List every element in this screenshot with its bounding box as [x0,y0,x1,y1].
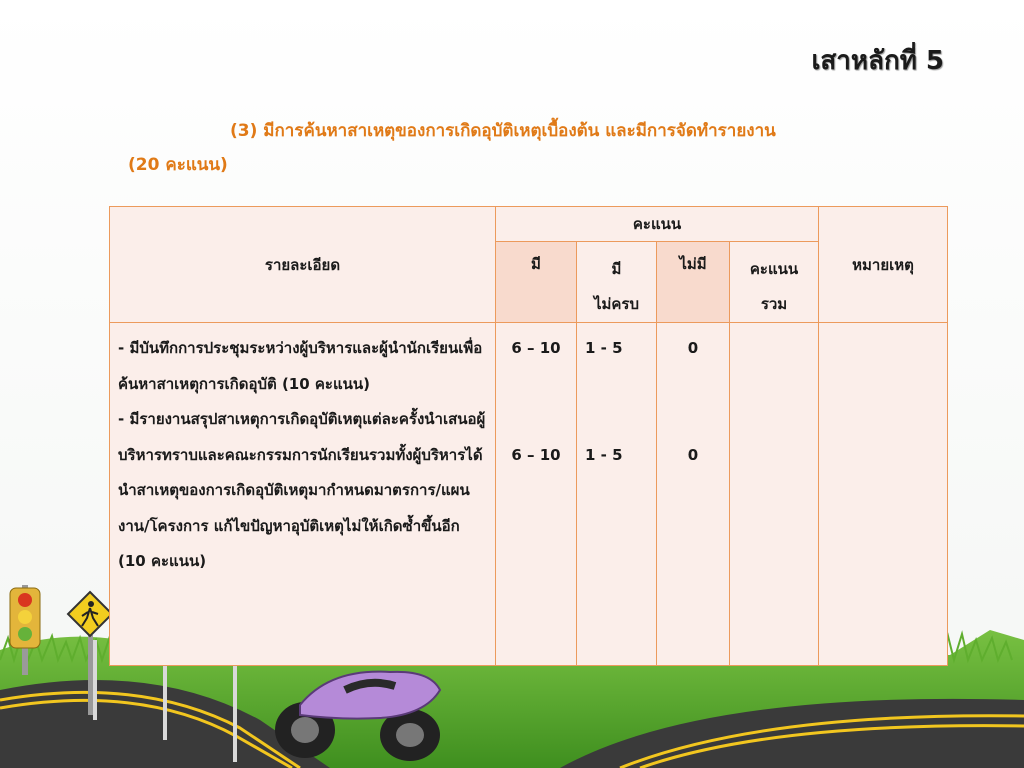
header-detail: รายละเอียด [110,207,496,323]
subtitle-line-1: (3) มีการค้นหาสาเหตุของการเกิดอุบัติเหตุเบื้องต้น และมีการจัดทำรายงาน [230,121,776,141]
header-has-incomplete-line1: มี [611,260,622,278]
detail-item-1: - มีบันทึกการประชุมระหว่างผู้บริหารและผู้นำนักเรียนเพื่อค้นหาสาเหตุการเกิดอุบัติ (10 คะแนน) [118,339,483,393]
has-score-1: 6 – 10 [511,339,561,357]
header-total-line2: รวม [760,295,788,313]
none-score-1: 0 [687,339,699,357]
header-remark: หมายเหตุ [819,207,948,323]
table-header-row [110,207,948,242]
detail-cell [110,323,496,666]
slide-subtitle [128,114,928,182]
criteria-table [109,206,948,666]
total-score-cell [730,323,819,666]
detail-item-2: - มีรายงานสรุปสาเหตุการเกิดอุบัติเหตุแต่ละครั้งนำเสนอผู้บริหารทราบและคณะกรรมการนักเรียนรวมทั้งผู้บริหารได้นำสาเหตุของการเกิดอุบัติเหตุมากำหนดมาตรการ/แผนงาน/โครงการ แก้ไขปัญหาอุบัติเหตุไม่ให้เกิดซ้ำขึ้นอีก (10 คะแนน) [118,410,486,570]
has-score-2: 6 – 10 [511,445,561,464]
header-total [730,242,819,323]
slide-title: เสาหลักที่ 5 [811,46,944,76]
header-has-incomplete [577,242,657,323]
table-row [110,323,948,666]
header-total-line1: คะแนน [749,260,799,278]
header-has-incomplete-line2: ไม่ครบ [593,295,640,313]
subtitle-line-2: (20 คะแนน) [128,155,228,175]
has-incomplete-score-1: 1 - 5 [585,339,623,357]
has-incomplete-score-2: 1 - 5 [585,445,623,464]
header-score-group: คะแนน [496,207,819,242]
header-has: มี [496,242,577,323]
none-score-2: 0 [687,445,699,464]
header-none: ไม่มี [657,242,730,323]
remark-cell [819,323,948,666]
none-score-cell [657,323,730,666]
has-incomplete-score-cell [577,323,657,666]
has-score-cell [496,323,577,666]
